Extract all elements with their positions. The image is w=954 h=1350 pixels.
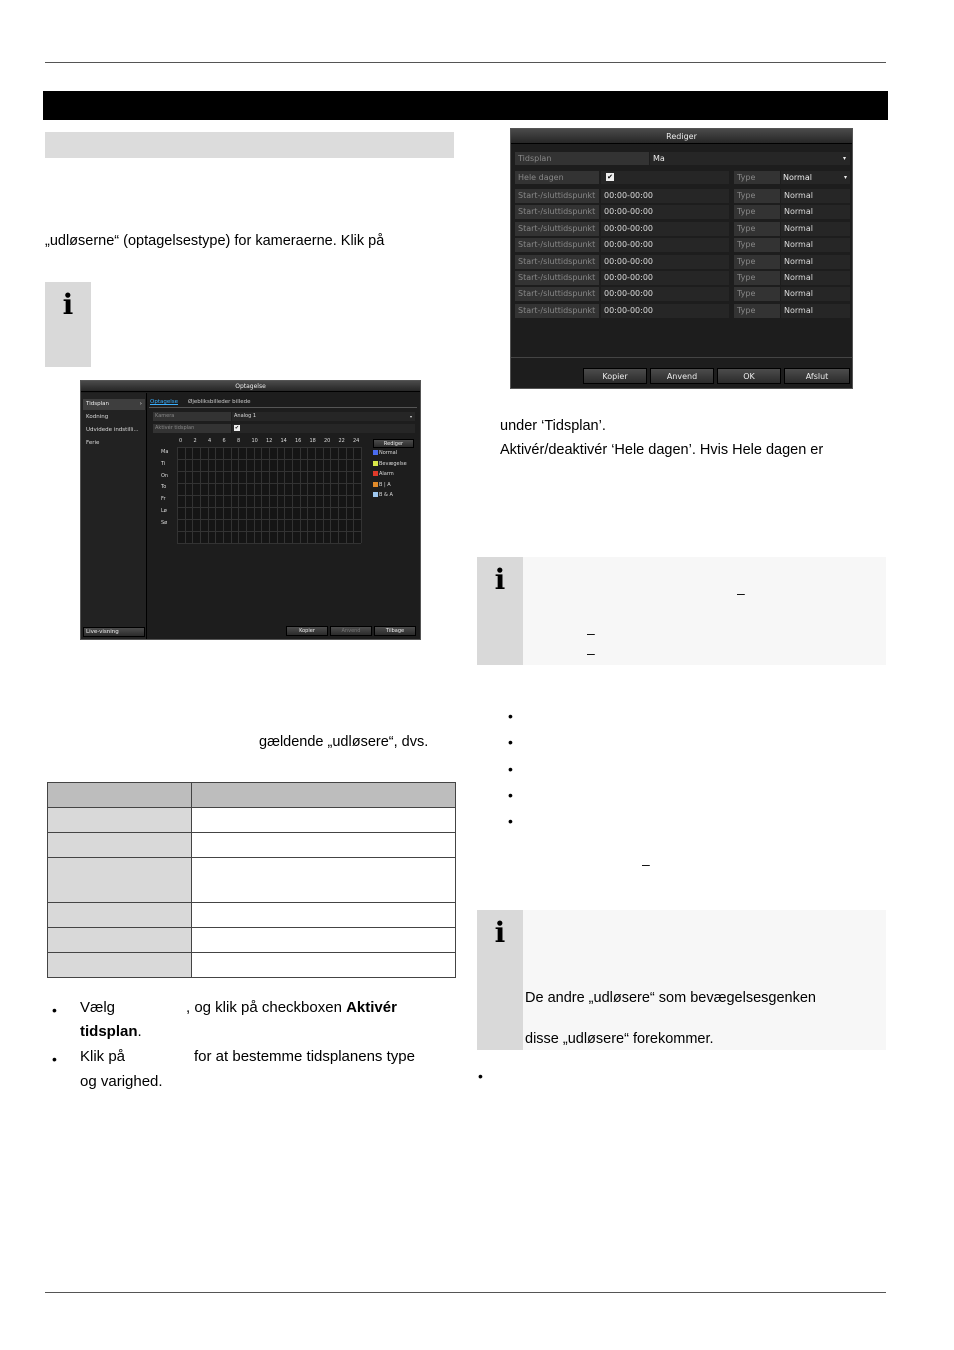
table-row: [48, 903, 456, 928]
period-label: Start-/sluttidspunkt: [515, 304, 599, 318]
aktiver-row: [232, 424, 415, 433]
legend-swatch: [373, 492, 378, 497]
day-label: Fr: [161, 496, 166, 503]
triggers-text: gældende „udløsere“, dvs.: [259, 734, 429, 750]
period-type-value[interactable]: Normal: [781, 222, 850, 236]
tilbage-button[interactable]: Tilbage: [374, 626, 416, 636]
period-type-value[interactable]: Normal: [781, 304, 850, 318]
legend-item: [373, 461, 407, 467]
period-time-input[interactable]: 00:00-00:00: [601, 189, 729, 203]
day-labels: [155, 449, 175, 545]
period-type-label: Type: [734, 205, 780, 219]
period-time-input[interactable]: 00:00-00:00: [601, 238, 729, 252]
dialog-title: Rediger: [511, 129, 852, 144]
period-time-input[interactable]: 00:00-00:00: [601, 287, 729, 301]
hour-label: 14: [280, 438, 287, 444]
table-row: [48, 783, 456, 808]
dvr-edit-dialog: [510, 128, 853, 389]
day-label: On: [161, 472, 169, 479]
aktiver-checkbox[interactable]: ✔: [234, 425, 240, 431]
tidsplan-label: Tidsplan: [515, 152, 649, 165]
period-type-value[interactable]: Normal: [781, 238, 850, 252]
hour-label: 6: [222, 438, 226, 444]
legend-label: Alarm: [379, 471, 394, 477]
right-text-2: Aktivér/deaktivér ‘Hele dagen’. Hvis Hele dagen er: [500, 442, 824, 458]
period-type-value[interactable]: Normal: [781, 287, 850, 301]
period-label: Start-/sluttidspunkt: [515, 238, 599, 252]
day-label: Sø: [161, 519, 168, 526]
legend-swatch: [373, 471, 378, 476]
period-type-value[interactable]: Normal: [781, 205, 850, 219]
period-type-label: Type: [734, 287, 780, 301]
hele-dagen-checkbox[interactable]: ✔: [607, 173, 613, 181]
period-type-value[interactable]: Normal: [781, 189, 850, 203]
hour-label: 12: [266, 438, 273, 444]
period-type-label: Type: [734, 271, 780, 285]
info-box-right-2: [477, 910, 886, 1050]
table-row: [48, 858, 456, 903]
bullet-2-line2: og varighed.: [80, 1073, 163, 1090]
legend-label: B | A: [379, 481, 391, 488]
day-label: Lø: [161, 508, 167, 514]
legend-swatch: [373, 461, 378, 466]
legend-swatch: [373, 482, 378, 487]
aktiver-label: Aktivér tidsplan: [153, 424, 231, 433]
info-box-right-1: i – – –: [477, 557, 886, 665]
bullet-1: Vælg: [80, 999, 116, 1016]
table-row: [48, 953, 456, 978]
type-label: Type: [734, 171, 780, 184]
ok-button[interactable]: OK: [717, 368, 781, 384]
legend-item: [373, 482, 391, 488]
bullet-2-rest: for at bestemme tidsplanens type: [194, 1048, 415, 1065]
kamera-select[interactable]: Analog 1 ▾: [232, 412, 415, 421]
day-label: Ma: [161, 449, 169, 455]
rediger-button[interactable]: Rediger: [373, 439, 414, 448]
kopier-button[interactable]: Kopier: [286, 626, 328, 636]
info-text-1: De andre „udløsere“ som bevægelsesgenken: [525, 990, 816, 1006]
kopier-button[interactable]: Kopier: [583, 368, 647, 384]
menu-item-ferie[interactable]: Ferie: [86, 440, 100, 446]
intro-text: „udløserne“ (optagelsestype) for kameraerne. Klik på: [45, 233, 385, 249]
info-icon: i: [494, 916, 506, 949]
period-time-input[interactable]: 00:00-00:00: [601, 205, 729, 219]
hour-label: 10: [251, 438, 258, 444]
hele-dagen-label: Hele dagen: [515, 171, 599, 184]
info-icon: i: [494, 563, 506, 596]
legend: [373, 450, 421, 510]
legend-label: Normal: [379, 450, 398, 456]
period-time-input[interactable]: 00:00-00:00: [601, 255, 729, 269]
hour-label: 18: [309, 438, 316, 444]
hour-label: 16: [295, 438, 302, 444]
legend-swatch: [373, 450, 378, 455]
side-menu: [81, 393, 147, 640]
afslut-button[interactable]: Afslut: [784, 368, 850, 384]
legend-item: [373, 492, 393, 498]
hour-label: 22: [338, 438, 345, 444]
section-heading-bar: [43, 91, 888, 120]
anvend-button[interactable]: Anvend: [650, 368, 714, 384]
hour-label: 2: [193, 438, 197, 444]
info-box-left: [45, 282, 91, 367]
menu-item-udvidede[interactable]: Udvidede indstilli...: [86, 427, 139, 433]
bullet-2: Klik på: [80, 1048, 126, 1065]
day-label: To: [161, 484, 167, 491]
table-row: [48, 833, 456, 858]
live-view-button[interactable]: Live-visning: [83, 627, 145, 637]
period-time-input[interactable]: 00:00-00:00: [601, 271, 729, 285]
tab-optagelse[interactable]: Optagelse: [150, 399, 178, 405]
period-type-label: Type: [734, 238, 780, 252]
type-select[interactable]: Normal ▾: [781, 171, 850, 184]
period-label: Start-/sluttidspunkt: [515, 271, 599, 285]
menu-item-kodning[interactable]: Kodning: [86, 414, 109, 420]
hour-label: 8: [237, 438, 241, 444]
kamera-label: Kamera: [153, 412, 231, 421]
tab-snapshot[interactable]: Øjebliksbilleder billede: [188, 399, 251, 405]
footer-rule: [45, 1292, 886, 1293]
right-text-1: under ‘Tidsplan’.: [500, 418, 606, 434]
dvr-recording-screen: [80, 380, 421, 640]
hour-label: 20: [324, 438, 331, 444]
menu-item-tidsplan[interactable]: Tidsplan ›: [83, 399, 145, 410]
info-icon: i: [62, 288, 74, 321]
period-type-value[interactable]: Normal: [781, 255, 850, 269]
period-label: Start-/sluttidspunkt: [515, 189, 599, 203]
period-rows: [511, 189, 853, 321]
trigger-table: [47, 782, 456, 978]
hour-axis: [153, 438, 363, 446]
period-type-label: Type: [734, 222, 780, 236]
period-label: Start-/sluttidspunkt: [515, 287, 599, 301]
bullet-1-rest: , og klik på checkboxen Aktivér: [186, 999, 397, 1016]
period-label: Start-/sluttidspunkt: [515, 255, 599, 269]
info-text-2: disse „udløsere“ forekommer.: [525, 1031, 714, 1047]
period-type-label: Type: [734, 255, 780, 269]
period-type-value[interactable]: Normal: [781, 271, 850, 285]
legend-item: [373, 450, 397, 456]
table-row: [48, 928, 456, 953]
period-label: Start-/sluttidspunkt: [515, 222, 599, 236]
period-type-label: Type: [734, 304, 780, 318]
hele-dagen-row: [601, 171, 729, 184]
subsection-heading-bar: [45, 132, 454, 158]
legend-label: B & A: [379, 492, 393, 498]
period-type-label: Type: [734, 189, 780, 203]
period-time-input[interactable]: 00:00-00:00: [601, 222, 729, 236]
period-time-input[interactable]: 00:00-00:00: [601, 304, 729, 318]
hour-label: 0: [179, 438, 183, 444]
schedule-grid[interactable]: [177, 447, 361, 543]
day-label: Ti: [161, 460, 166, 467]
period-label: Start-/sluttidspunkt: [515, 205, 599, 219]
legend-label: Bevægelse: [379, 460, 407, 467]
table-row: [48, 808, 456, 833]
header-rule: [45, 62, 886, 63]
screen-title: Optagelse: [81, 381, 420, 392]
tidsplan-select[interactable]: Ma ▾: [650, 152, 850, 165]
bullet-1-line2: tidsplan.: [80, 1023, 142, 1040]
hour-label: 24: [353, 438, 360, 444]
legend-item: [373, 471, 394, 477]
anvend-button[interactable]: Anvend: [330, 626, 372, 636]
hour-label: 4: [208, 438, 212, 444]
